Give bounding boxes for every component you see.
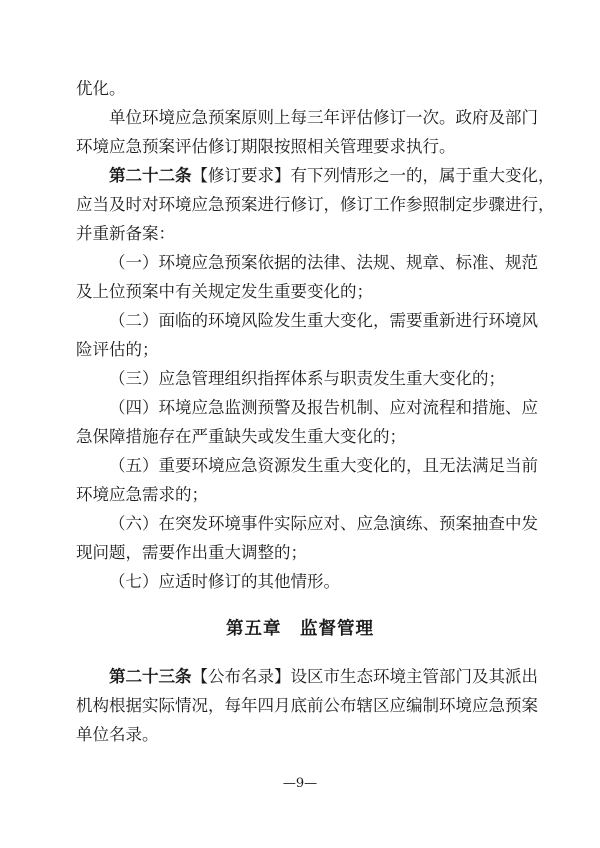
article-22-number: 第二十二条 bbox=[109, 166, 192, 185]
page-number: —9— bbox=[282, 776, 318, 791]
list-item-4-line-1: （四）环境应急监测预警及报告机制、应对流程和措施、应 bbox=[109, 398, 538, 417]
list-item-2-line-2: 险评估的； bbox=[76, 340, 159, 359]
list-item-5-line-2: 环境应急需求的； bbox=[76, 485, 208, 504]
text-line-6: 并重新备案： bbox=[76, 224, 175, 243]
list-item-6-line-1: （六）在突发环境事件实际应对、应急演练、预案抽查中发 bbox=[109, 514, 538, 533]
text-line-1: 优化。 bbox=[76, 79, 126, 98]
article-22-heading-line: 第二十二条【修订要求】有下列情形之一的，属于重大变化， bbox=[109, 166, 555, 185]
article-23-line-2: 机构根据实际情况，每年四月底前公布辖区应编制环境应急预案 bbox=[76, 696, 538, 715]
list-item-7: （七）应适时修订的其他情形。 bbox=[109, 572, 340, 591]
chapter-title: 第五章 监督管理 bbox=[226, 619, 374, 639]
list-item-3: （三）应急管理组织指挥体系与职责发生重大变化的； bbox=[109, 369, 505, 388]
article-23-heading-line: 第二十三条【公布名录】设区市生态环境主管部门及其派出 bbox=[109, 667, 538, 686]
text-line-3: 环境应急预案评估修订期限按照相关管理要求执行。 bbox=[76, 137, 456, 156]
list-item-2-line-1: （二）面临的环境风险发生重大变化，需要重新进行环境风 bbox=[109, 311, 538, 330]
list-item-4-line-2: 急保障措施存在严重缺失或发生重大变化的； bbox=[76, 427, 406, 446]
list-item-5-line-1: （五）重要环境应急资源发生重大变化的，且无法满足当前 bbox=[109, 456, 538, 475]
list-item-1-line-1: （一）环境应急预案依据的法律、法规、规章、标准、规范 bbox=[109, 253, 538, 272]
text-line-5: 应当及时对环境应急预案进行修订，修订工作参照制定步骤进行， bbox=[76, 195, 555, 214]
article-23-number: 第二十三条 bbox=[109, 667, 192, 686]
list-item-1-line-2: 及上位预案中有关规定发生重要变化的； bbox=[76, 282, 373, 301]
article-23-line-3: 单位名录。 bbox=[76, 725, 159, 744]
text-line-2: 单位环境应急预案原则上每三年评估修订一次。政府及部门 bbox=[109, 108, 538, 127]
list-item-6-line-2: 现问题，需要作出重大调整的； bbox=[76, 543, 307, 562]
